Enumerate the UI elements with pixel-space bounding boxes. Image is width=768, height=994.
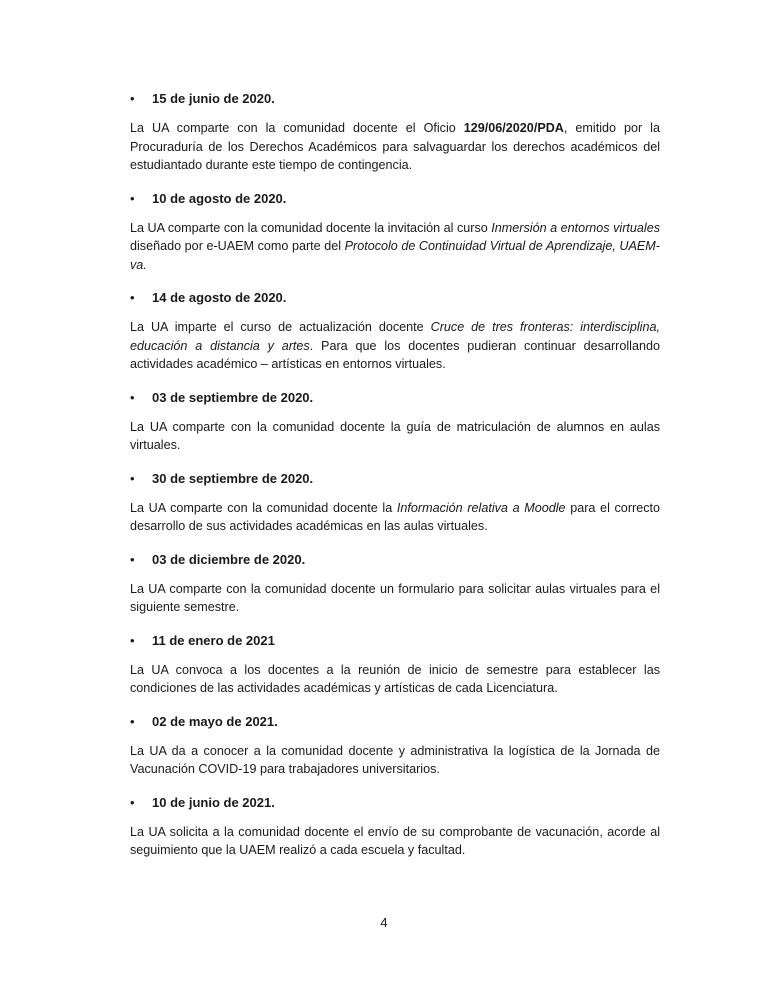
list-item <box>130 631 660 698</box>
entry-date: 02 de mayo de 2021. <box>152 713 278 729</box>
entry-date: 11 de enero de 2021 <box>152 632 275 648</box>
entry-date: 10 de agosto de 2020. <box>152 190 287 206</box>
entry-date-heading <box>130 550 660 570</box>
entry-date-heading <box>130 189 660 209</box>
bullet-icon: • <box>130 290 135 305</box>
entry-paragraph <box>130 823 660 860</box>
list-item <box>130 550 660 617</box>
entry-paragraph <box>130 418 660 455</box>
entry-text-run: 129/06/2020/PDA <box>463 121 564 135</box>
bullet-icon: • <box>130 713 135 729</box>
entry-date-heading <box>130 793 660 813</box>
bullet-icon: • <box>130 551 135 567</box>
entry-text-run: La UA comparte con la comunidad docente el Oficio <box>130 121 464 135</box>
entry-text-run: La UA comparte con la comunidad docente la <box>130 500 397 515</box>
entry-date: 03 de septiembre de 2020. <box>152 389 314 405</box>
entry-text-run: La UA comparte con la comunidad docente un formulario para solicitar aulas virtuales para el siguiente semestre. <box>130 581 660 614</box>
entry-paragraph <box>130 499 660 536</box>
entry-date: 15 de junio de 2020. <box>152 91 275 106</box>
entry-text-run: Inmersión a entornos virtuales <box>491 220 660 235</box>
entry-date-heading <box>130 631 660 651</box>
entry-text-run: Protocolo de Continuidad Virtual de Aprendizaje, UAEM-va. <box>130 239 660 272</box>
entry-date: 03 de diciembre de 2020. <box>152 551 306 567</box>
bullet-icon: • <box>130 470 135 486</box>
entry-paragraph <box>130 318 660 374</box>
entry-list <box>130 89 660 874</box>
list-item <box>130 712 660 779</box>
bullet-icon: • <box>130 794 135 810</box>
list-item <box>130 388 660 455</box>
entry-date: 10 de junio de 2021. <box>152 794 275 810</box>
list-item <box>130 288 660 374</box>
entry-paragraph <box>130 119 660 175</box>
bullet-icon: • <box>130 389 135 405</box>
entry-text-run: La UA solicita a la comunidad docente el envío de su comprobante de vacunación, acorde al seguimiento que la UAEM realizó a cada escuela y facultad. <box>130 824 660 857</box>
entry-text-run: Cruce de tres fronteras: interdisciplina, educación a distancia y artes <box>130 320 660 353</box>
entry-text-run: , emitido por la Procuraduría de los Derechos Académicos para salvaguardar los derechos académicos del estudiantado durante este tiempo de contingencia. <box>130 121 660 172</box>
entry-text-run: para el correcto desarrollo de sus actividades académicas en las aulas virtuales. <box>130 500 661 533</box>
entry-text-run: La UA convoca a los docentes a la reunión de inicio de semestre para establecer las condiciones de las actividades académicas y artísticas de cada Licenciatura. <box>130 662 660 695</box>
entry-date-heading <box>130 288 660 308</box>
entry-date-heading <box>130 89 660 109</box>
list-item <box>130 793 660 860</box>
entry-date-heading <box>130 712 660 732</box>
entry-text-run: . Para que los docentes pudieran continuar desarrollando actividades académico – artísticas en entornos virtuales. <box>130 338 660 371</box>
entry-paragraph <box>130 742 660 779</box>
entry-text-run: La UA comparte con la comunidad docente la invitación al curso <box>130 220 492 235</box>
entry-text-run: La UA imparte el curso de actualización docente <box>130 320 431 334</box>
entry-date: 14 de agosto de 2020. <box>152 290 287 305</box>
entry-date: 30 de septiembre de 2020. <box>152 470 314 486</box>
bullet-icon: • <box>130 91 135 106</box>
entry-paragraph <box>130 661 660 698</box>
entry-paragraph <box>130 580 660 617</box>
entry-text-run: La UA comparte con la comunidad docente la guía de matriculación de alumnos en aulas virtuales. <box>130 419 660 452</box>
entry-text-run: La UA da a conocer a la comunidad docente y administrativa la logística de la Jornada de Vacunación COVID-19 para trabajadores universitarios. <box>130 743 660 776</box>
entry-text-run: Información relativa a Moodle <box>396 500 566 515</box>
entry-text-run: diseñado por e-UAEM como parte del <box>130 239 345 253</box>
bullet-icon: • <box>130 632 135 648</box>
bullet-icon: • <box>130 190 135 206</box>
list-item <box>130 469 660 536</box>
page-number: 4 <box>380 915 388 930</box>
list-item <box>130 189 660 275</box>
entry-date-heading <box>130 388 660 408</box>
list-item <box>130 89 660 175</box>
entry-date-heading <box>130 469 660 489</box>
entry-paragraph <box>130 219 660 275</box>
